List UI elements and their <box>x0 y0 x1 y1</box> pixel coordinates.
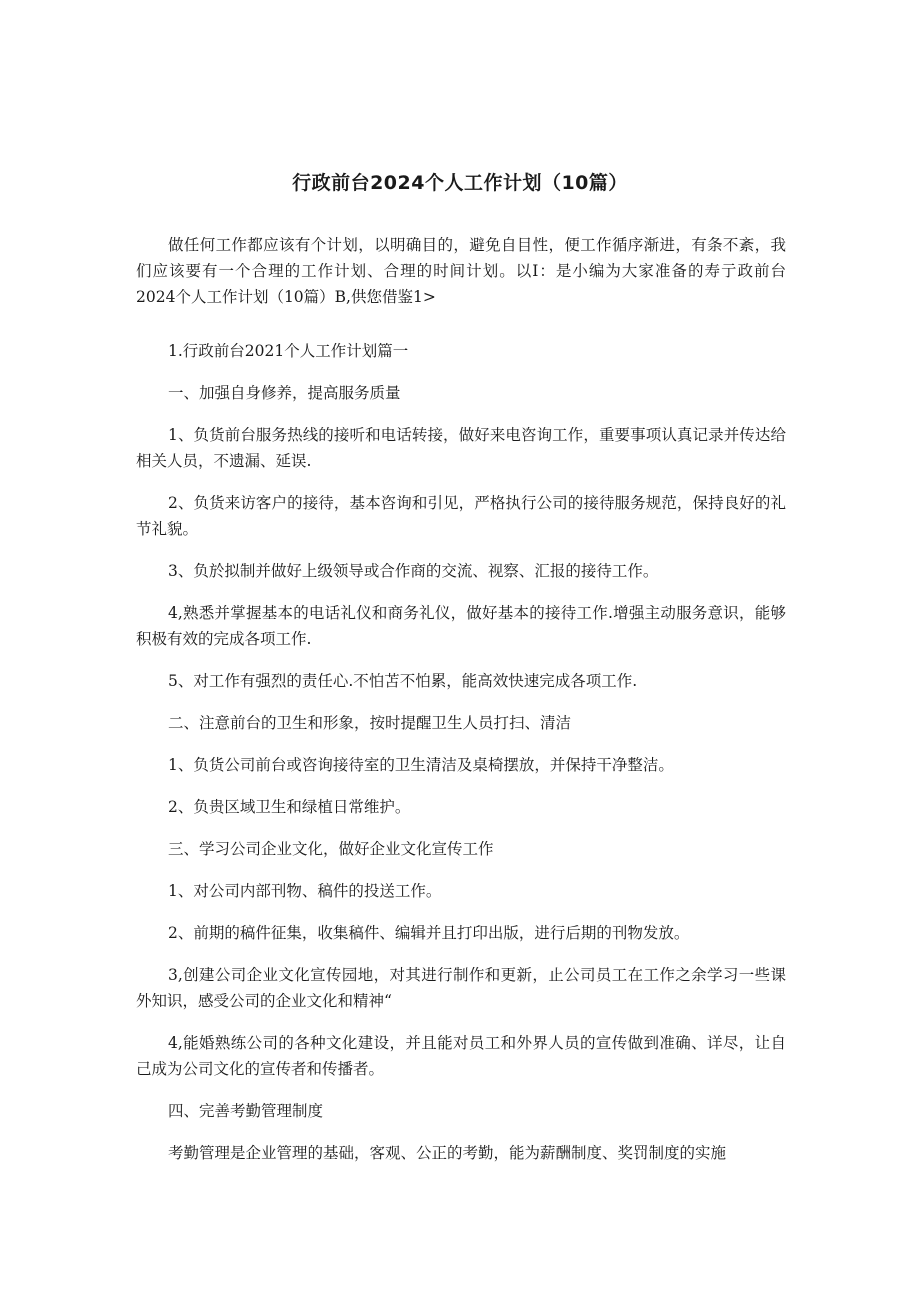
list-item: 1、对公司内部刊物、稿件的投送工作。 <box>168 882 442 900</box>
section-heading: 1.行政前台2021个人工作计划篇一 <box>168 342 409 360</box>
list-item: 3,创建公司企业文化宣传园地，对其进行制作和更新，止公司员工在工作之余学习一些课外知识，感受公司的企业文化和精神“ <box>136 966 786 1010</box>
list-item: 2、负贵区域卫生和绿植日常维护。 <box>168 798 411 816</box>
subsection-heading: 四、完善考勤管理制度 <box>168 1102 324 1120</box>
list-item: 3、负於拟制并做好上级领导或合作商的交流、视察、汇报的接待工作。 <box>168 562 659 580</box>
list-item: 2、前期的稿件征集，收集稿件、编辑并且打印出版，进行后期的刊物发放。 <box>168 924 690 942</box>
list-item: 4,能婚熟练公司的各种文化建设，并且能对员工和外界人员的宣传做到准确、详尽，让自己成为公司文化的宣传者和传播者。 <box>136 1034 786 1078</box>
list-item: 5、对工作有强烈的责任心.不怕苫不怕累，能高效快速完成各项工作. <box>168 672 638 690</box>
list-item: 1、负货前台服务热线的接听和电话转接，做好来电咨询工作，重要事项认真记录并传达给相关人员，不遗漏、延误. <box>136 426 786 470</box>
subsection-heading: 三、学习公司企业文化，做好企业文化宣传工作 <box>168 840 494 858</box>
subsection-heading: 二、注意前台的卫生和形象，按时提醒卫生人员打扫、清洁 <box>168 714 572 732</box>
subsection-heading: 一、加强自身修养，提高服务质量 <box>168 384 401 402</box>
list-item: 4,熟悉并掌握基本的电话礼仪和商务礼仪，做好基本的接待工作.增强主动服务意识，能够积极有效的完成各项工作. <box>136 604 786 648</box>
list-item: 1、负货公司前台或咨询接待室的卫生清洁及桌椅摆放，并保持干净整洁。 <box>168 756 674 774</box>
document-body <box>136 232 786 1182</box>
document-title: 行政前台2024个人工作计划（10篇） <box>292 172 628 194</box>
list-item: 2、负货来访客户的接待，基本咨询和引见，严格执行公司的接待服务规范，保持良好的礼节礼貌。 <box>136 494 786 538</box>
body-paragraph: 考勤管理是企业管理的基础，客观、公正的考勤，能为薪酬制度、奖罚制度的实施 <box>168 1144 727 1162</box>
intro-paragraph: 做任何工作都应该有个计划，以明确目的，避免自目性，便工作循序渐进，有条不紊，我们应该要有一个合理的工作计划、合理的时间计划。以I：是小编为大家准备的寿亍政前台2024个人工作计划（10篇）B,供您借鉴1> <box>136 236 786 306</box>
